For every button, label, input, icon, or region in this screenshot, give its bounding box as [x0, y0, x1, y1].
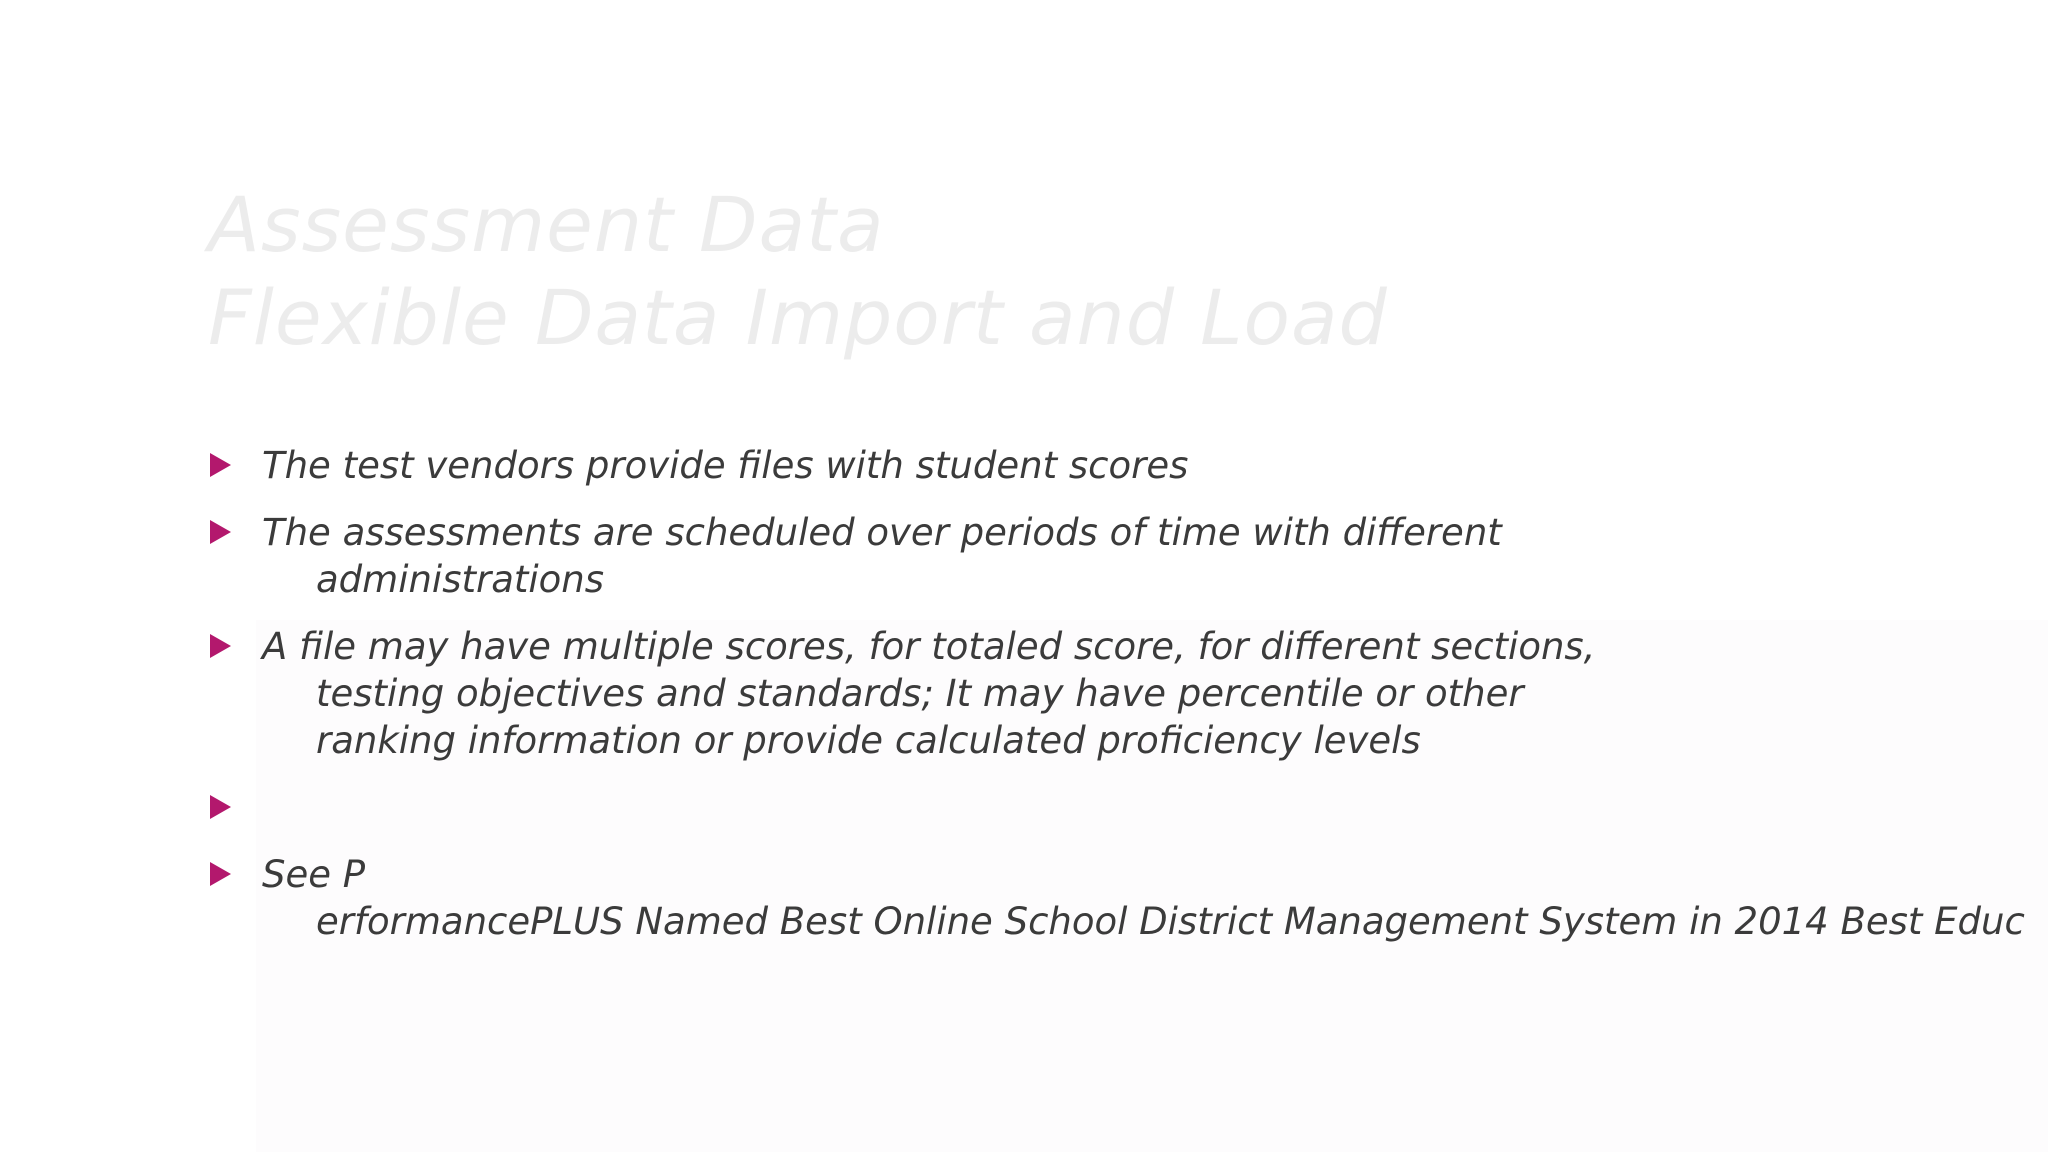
bullet-item [208, 442, 2048, 489]
bullet-item-empty [208, 784, 2048, 831]
bullet-text: See P [262, 853, 366, 896]
triangle-right-icon [210, 453, 231, 477]
bullet-text-continuation: ranking information or provide calculated proficiency levels [316, 719, 1421, 762]
title-line-1: Assessment Data [208, 180, 885, 269]
triangle-right-icon [210, 520, 231, 544]
bullet-text-continuation: erformancePLUS Named Best Online School District Management System in 2014 Best Educ [316, 900, 2025, 943]
bullet-list [208, 442, 2048, 965]
bullet-text: The assessments are scheduled over periods of time with different [262, 511, 1502, 554]
slide-title [208, 178, 1388, 364]
bullet-text-continuation: administrations [316, 558, 605, 601]
bullet-text-continuation: testing objectives and standards; It may have percentile or other [316, 672, 1524, 715]
bullet-item [208, 623, 2048, 764]
triangle-right-icon [210, 795, 231, 819]
triangle-right-icon [210, 862, 231, 886]
triangle-right-icon [210, 634, 231, 658]
bullet-item [208, 509, 2048, 603]
title-line-2: Flexible Data Import and Load [208, 273, 1388, 362]
bullet-text: The test vendors provide files with student scores [262, 444, 1189, 487]
bullet-item [208, 851, 2048, 945]
bullet-text: A file may have multiple scores, for totaled score, for different sections, [262, 625, 1596, 668]
